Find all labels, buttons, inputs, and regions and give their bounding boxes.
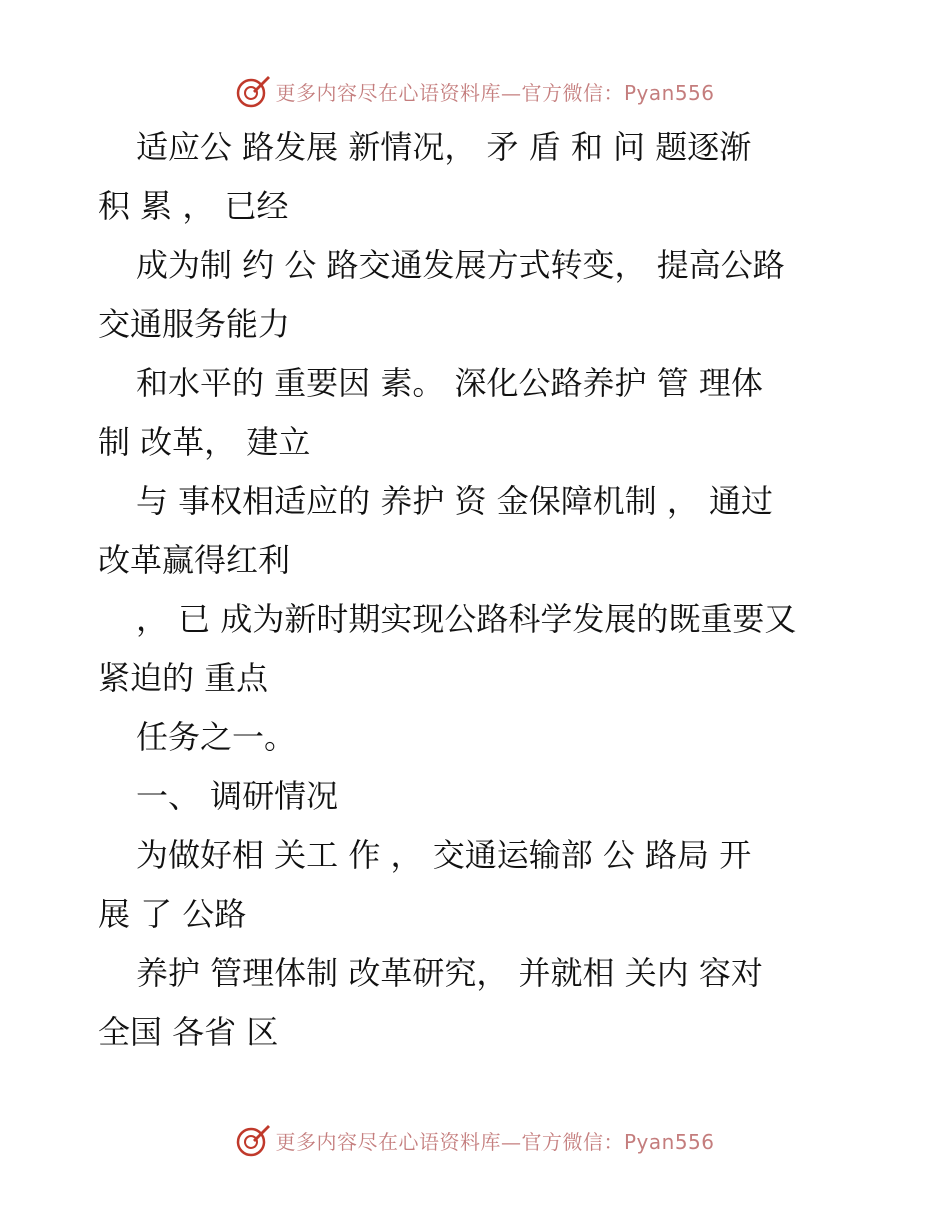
body-line: 展 了 公路	[98, 895, 247, 933]
document-body	[98, 118, 858, 1062]
body-line: ， 已 成为新时期实现公路科学发展的既重要又	[136, 600, 797, 638]
body-line: 全国 各省 区	[98, 1013, 279, 1051]
body-line: 改革赢得红利	[98, 541, 291, 579]
body-line: 与 事权相适应的 养护 资 金保障机制 ， 通过	[136, 482, 774, 520]
body-line: 制 改革， 建立	[98, 423, 311, 461]
pen-logo-icon	[235, 73, 271, 109]
banner-text	[275, 1126, 714, 1155]
banner-wechat-id: Pyan556	[623, 80, 715, 105]
header-banner	[0, 71, 950, 111]
banner-wechat-id: Pyan556	[623, 1129, 715, 1154]
banner-text	[275, 77, 714, 106]
banner-site-text: 更多内容尽在心语资料库—	[275, 80, 522, 105]
banner-wechat-label: 官方微信：	[521, 80, 624, 105]
footer-banner	[0, 1120, 950, 1160]
banner-wechat-label: 官方微信：	[521, 1129, 624, 1154]
body-line: 任务之一。	[136, 718, 297, 756]
banner-site-text: 更多内容尽在心语资料库—	[275, 1129, 522, 1154]
body-line: 积 累 ， 已经	[98, 187, 289, 225]
body-line: 适应公 路发展 新情况， 矛 盾 和 问 题逐渐	[136, 128, 752, 166]
body-line: 紧迫的 重点	[98, 659, 269, 697]
body-line: 养护 管理体制 改革研究， 并就相 关内 容对	[136, 954, 763, 992]
body-line: 成为制 约 公 路交通发展方式转变， 提高公路	[136, 246, 785, 284]
section-heading: 一、 调研情况	[136, 777, 339, 815]
body-line: 和水平的 重要因 素。 深化公路养护 管 理体	[136, 364, 763, 402]
body-line: 交通服务能力	[98, 305, 291, 343]
pen-logo-icon	[235, 1122, 271, 1158]
body-line: 为做好相 关工 作 ， 交通运输部 公 路局 开	[136, 836, 752, 874]
